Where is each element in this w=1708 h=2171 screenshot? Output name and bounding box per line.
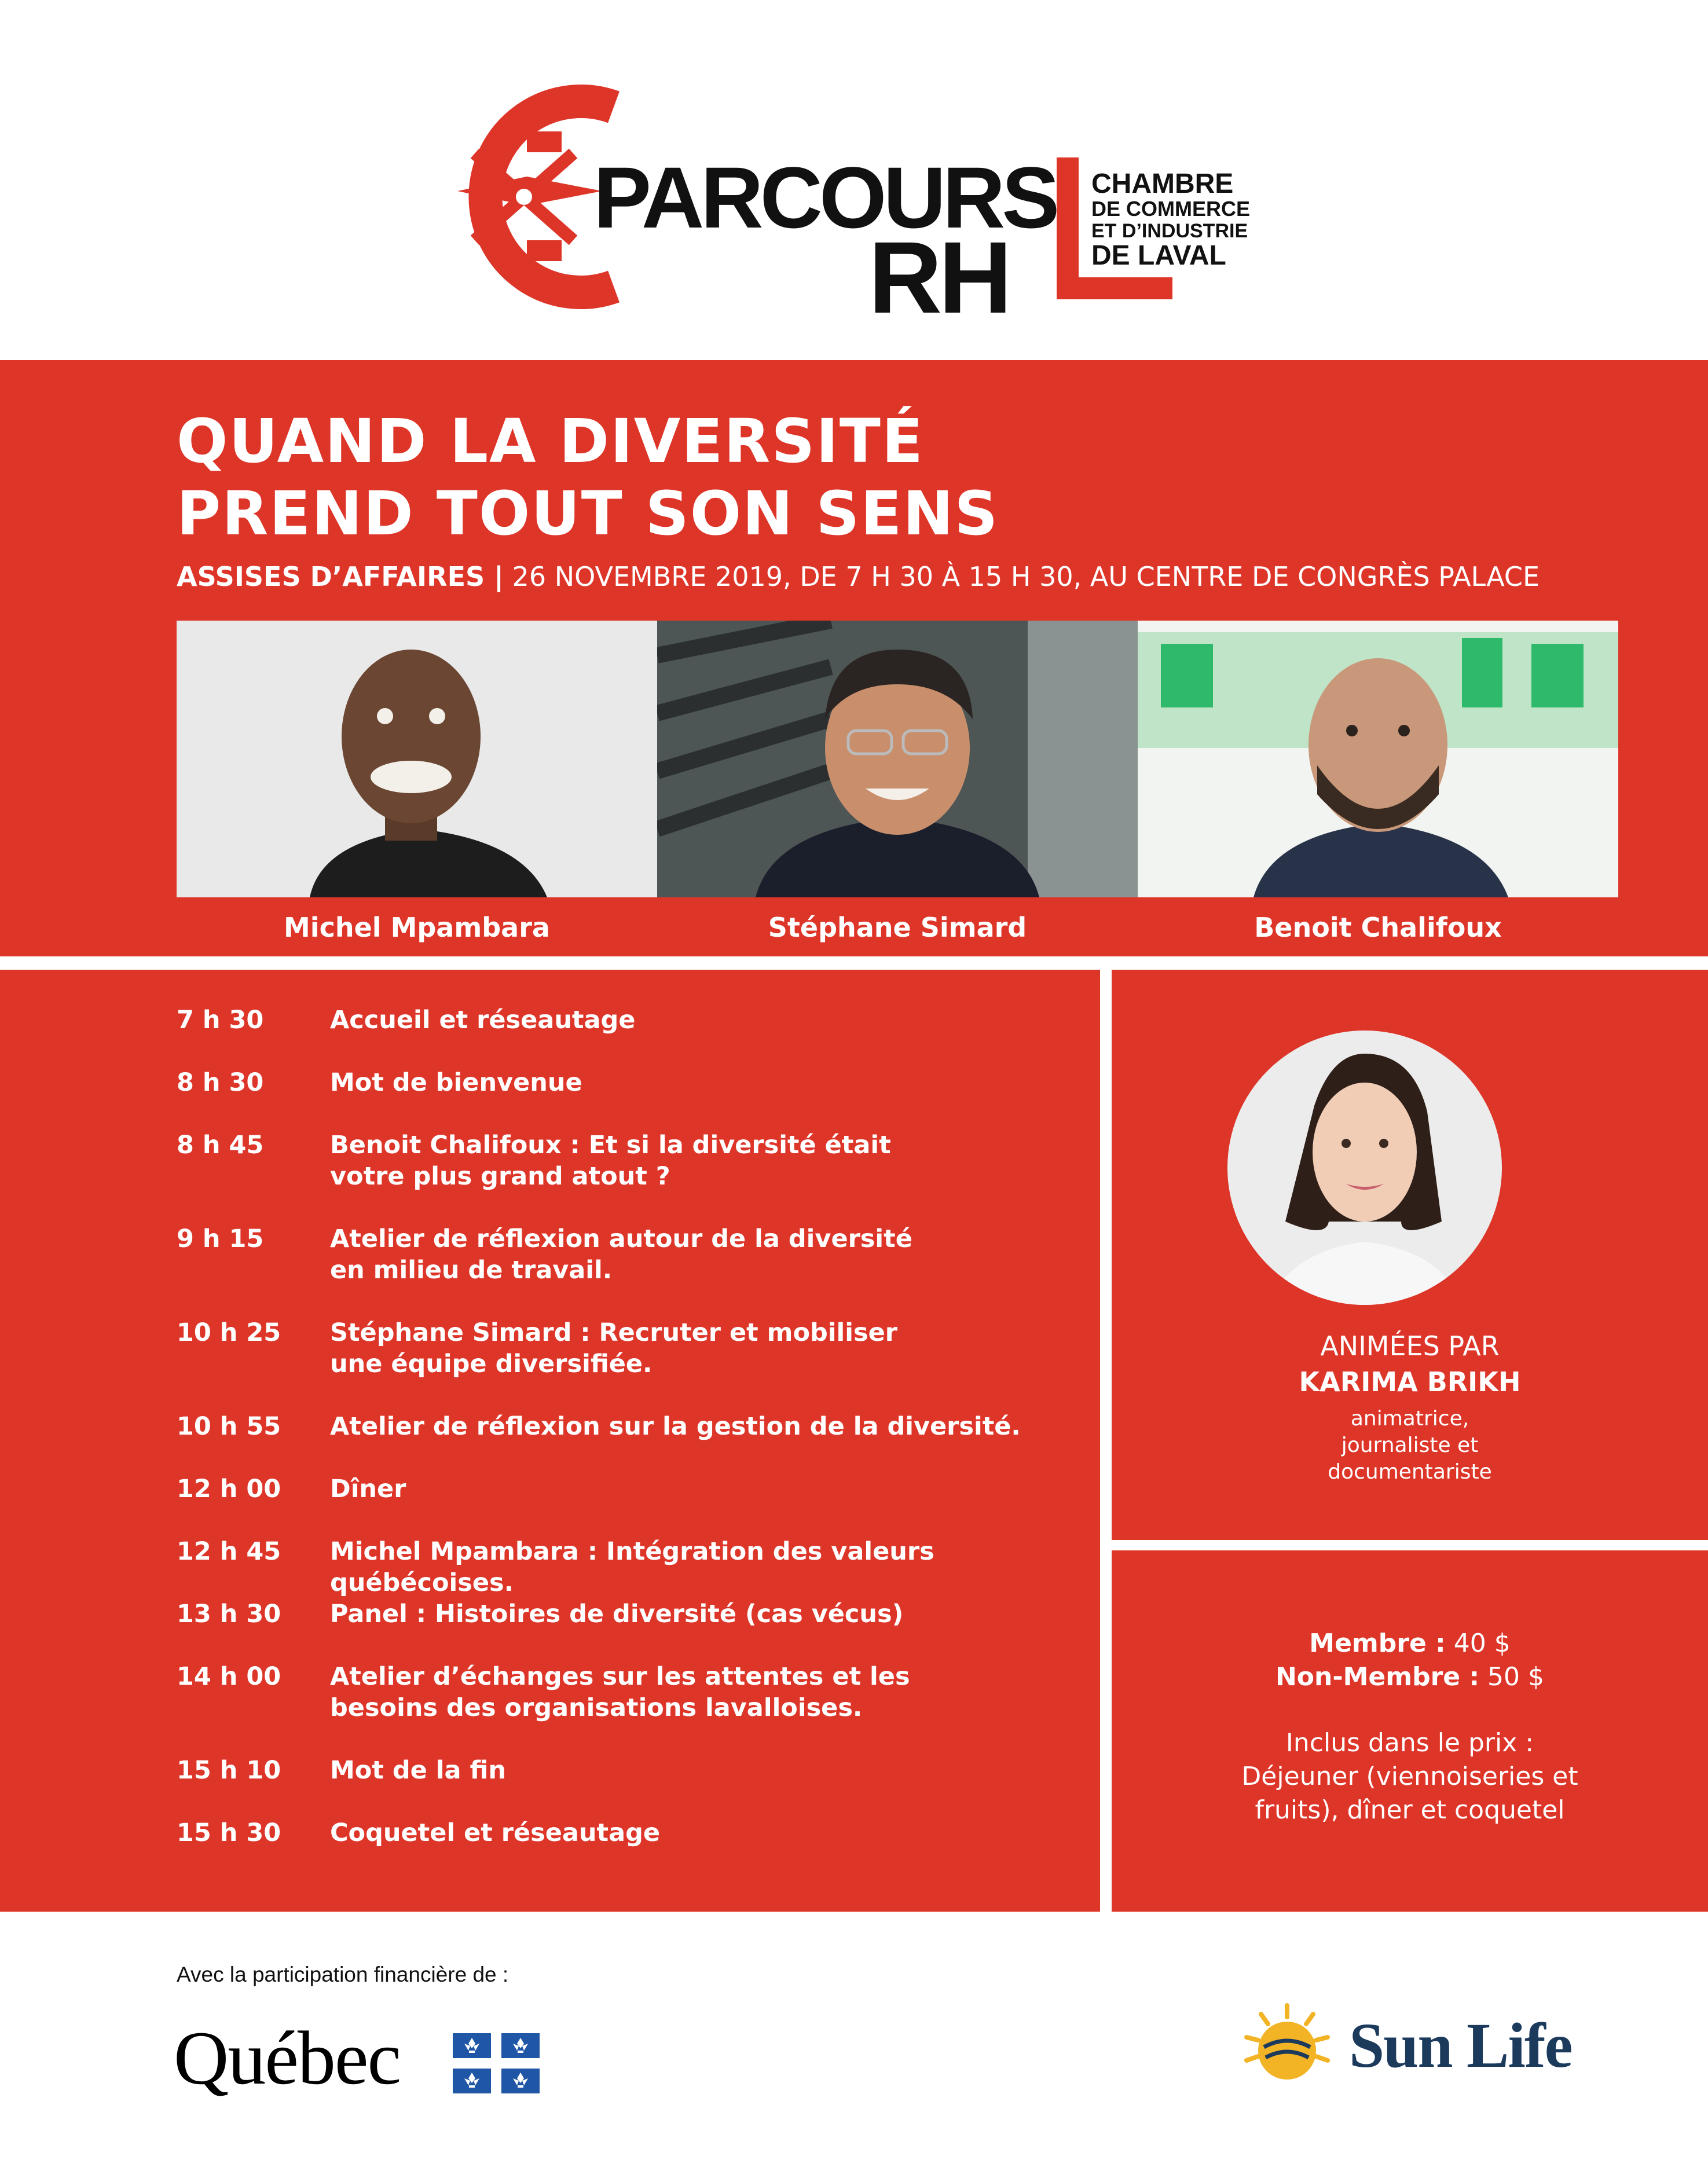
schedule-desc: Atelier d’échanges sur les attentes et les besoins des organisations lavalloises.: [330, 1662, 910, 1722]
schedule-desc: Dîner: [330, 1475, 406, 1503]
title-line: QUAND LA DIVERSITÉ: [177, 406, 924, 476]
page-title: [177, 405, 1566, 550]
member-price-line: [1112, 1627, 1708, 1660]
title-line: PREND TOUT SON SENS: [177, 478, 999, 549]
schedule-desc: Michel Mpambara : Intégration des valeurs québécoises.: [330, 1537, 934, 1597]
host-name: KARIMA BRIKH: [1299, 1366, 1521, 1398]
schedule-time: 12 h 45: [177, 1537, 281, 1566]
included-text: fruits), dîner et coquetel: [1255, 1795, 1565, 1825]
logo-rh-word: RH: [868, 221, 1009, 335]
cci-line: DE LAVAL: [1091, 240, 1226, 271]
schedule-desc: Panel : Histoires de diversité (cas vécus): [330, 1600, 904, 1629]
speaker-photo-mpambara: [177, 621, 657, 897]
host-photo: [1227, 1031, 1502, 1305]
schedule-desc: Mot de la fin: [330, 1756, 506, 1785]
nonmember-label: Non-Membre :: [1275, 1662, 1480, 1692]
included-text: Déjeuner (viennoiseries et: [1241, 1762, 1578, 1791]
host-intro: ANIMÉES PAR: [1320, 1330, 1500, 1362]
schedule-desc: Mot de bienvenue: [330, 1068, 582, 1097]
event-subtitle: [177, 559, 1682, 594]
nonmember-price: 50 $: [1479, 1662, 1545, 1692]
logo-parcours-word: PARCOURS: [593, 149, 1057, 246]
quebec-wordmark: Québec: [174, 2015, 401, 2100]
host-role: animatrice,: [1350, 1407, 1469, 1431]
schedule-desc: Atelier de réflexion autour de la diversité en milieu de travail.: [330, 1224, 912, 1285]
schedule-time: 9 h 15: [177, 1224, 264, 1253]
member-price: 40 $: [1445, 1629, 1511, 1658]
schedule-time: 12 h 00: [177, 1475, 281, 1503]
schedule-time: 14 h 00: [177, 1662, 281, 1691]
subtitle-lead: ASSISES D’AFFAIRES |: [177, 561, 504, 592]
schedule-time: 8 h 30: [177, 1068, 264, 1097]
host-role: journaliste et: [1341, 1433, 1479, 1457]
schedule-desc: Benoit Chalifoux : Et si la diversité était votre plus grand atout ?: [330, 1131, 891, 1191]
funding-note: Avec la participation financière de :: [177, 1963, 509, 1986]
schedule-desc: Stéphane Simard : Recruter et mobiliser une équipe diversifiée.: [330, 1318, 897, 1378]
speaker-name: Stéphane Simard: [768, 912, 1027, 943]
host-role: documentariste: [1328, 1460, 1492, 1484]
speaker-photo-simard: [657, 621, 1138, 897]
sunlife-sun-icon: [1238, 2000, 1336, 2092]
schedule-desc: Accueil et réseautage: [330, 1006, 636, 1035]
schedule-time: 7 h 30: [177, 1006, 264, 1035]
cci-line: ET D’INDUSTRIE: [1091, 220, 1248, 242]
schedule-time: 8 h 45: [177, 1131, 264, 1160]
cci-line: CHAMBRE: [1091, 168, 1234, 199]
speaker-photo-chalifoux: [1138, 621, 1618, 897]
cci-line: DE COMMERCE: [1091, 197, 1251, 221]
schedule-time: 15 h 10: [177, 1756, 281, 1785]
nonmember-price-line: [1112, 1660, 1708, 1694]
schedule-time: 10 h 55: [177, 1412, 281, 1441]
subtitle-details: 26 NOVEMBRE 2019, DE 7 H 30 À 15 H 30, AU CENTRE DE CONGRÈS PALACE: [503, 561, 1540, 592]
schedule-time: 13 h 30: [177, 1600, 281, 1629]
sunlife-wordmark: Sun Life: [1349, 2010, 1572, 2081]
quebec-flag-icon: [453, 2033, 540, 2093]
schedule-time: 15 h 30: [177, 1818, 281, 1847]
schedule-desc: Coquetel et réseautage: [330, 1818, 661, 1847]
cci-laval-wordmark: [1091, 170, 1282, 270]
included-text: Inclus dans le prix :: [1285, 1728, 1534, 1758]
schedule-desc: Atelier de réflexion sur la gestion de la diversité.: [330, 1412, 1021, 1441]
speaker-name: Benoit Chalifoux: [1254, 912, 1502, 943]
speaker-name: Michel Mpambara: [284, 912, 550, 943]
member-label: Membre :: [1309, 1629, 1446, 1658]
schedule-time: 10 h 25: [177, 1318, 281, 1347]
